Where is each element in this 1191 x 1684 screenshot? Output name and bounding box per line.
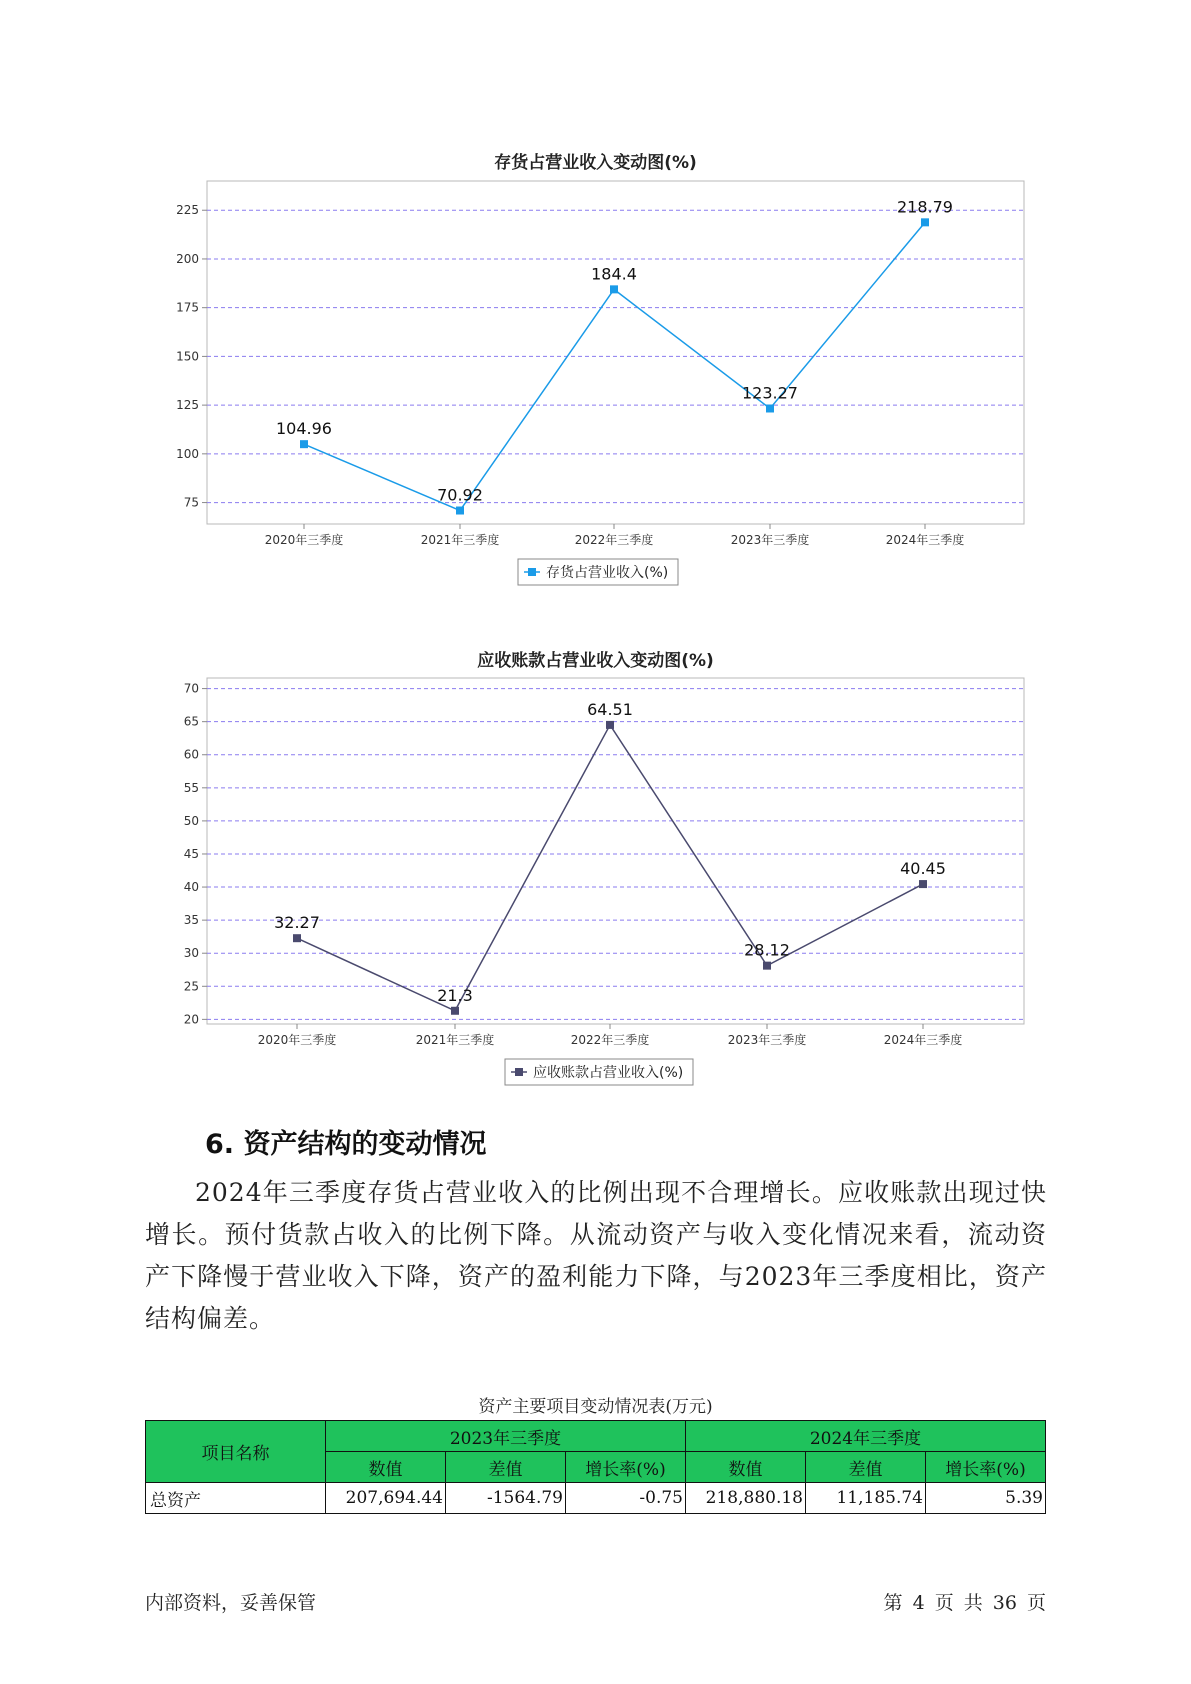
footer-page-number: 第 4 页 共 36 页 bbox=[883, 1592, 1046, 1614]
plot-area bbox=[207, 678, 1024, 1024]
legend-label: 应收账款占营业收入(%) bbox=[533, 1065, 684, 1081]
section-paragraph: 2024年三季度存货占营业收入的比例出现不合理增长。应收账款出现过快增长。预付货款占收入的比例下降。从流动资产与收入变化情况来看，流动资产下降慢于营业收入下降，资产的盈利能力下降，与2023年三季度相比，资产结构偏差。 bbox=[145, 1178, 1047, 1333]
y-tick-label: 40 bbox=[183, 880, 199, 895]
chart-title-receivables: 应收账款占营业收入变动图(%) bbox=[477, 651, 714, 671]
footer-confidential: 内部资料，妥善保管 bbox=[145, 1592, 317, 1614]
row-name: 总资产 bbox=[146, 1483, 326, 1514]
legend-label: 存货占营业收入(%) bbox=[546, 565, 669, 581]
header-rate: 增长率(%) bbox=[566, 1452, 686, 1483]
x-tick-label: 2022年三季度 bbox=[574, 533, 654, 547]
cell-value-2023: 207,694.44 bbox=[326, 1483, 446, 1514]
data-label: 21.3 bbox=[437, 985, 473, 1005]
cell-value-2024: 218,880.18 bbox=[686, 1483, 806, 1514]
data-point bbox=[451, 1007, 459, 1015]
legend-marker bbox=[515, 1068, 523, 1076]
cell-rate-2024: 5.39 bbox=[926, 1483, 1046, 1514]
y-tick-label: 35 bbox=[183, 913, 199, 928]
header-period-2024: 2024年三季度 bbox=[686, 1421, 1046, 1452]
x-tick-label: 2021年三季度 bbox=[415, 1033, 495, 1047]
y-tick-label: 225 bbox=[176, 203, 199, 218]
data-label: 104.96 bbox=[276, 419, 332, 439]
data-label: 64.51 bbox=[587, 699, 633, 719]
x-tick-label: 2020年三季度 bbox=[257, 1033, 337, 1047]
header-item-name: 项目名称 bbox=[146, 1421, 326, 1483]
y-tick-label: 100 bbox=[176, 446, 199, 461]
header-value: 数值 bbox=[686, 1452, 806, 1483]
cell-diff-2024: 11,185.74 bbox=[806, 1483, 926, 1514]
y-tick-label: 75 bbox=[183, 495, 199, 510]
y-tick-label: 175 bbox=[176, 300, 199, 315]
y-tick-label: 150 bbox=[176, 349, 199, 364]
table-caption: 资产主要项目变动情况表(万元) bbox=[478, 1397, 713, 1417]
table-header-row bbox=[146, 1421, 1046, 1452]
y-tick-label: 30 bbox=[183, 946, 199, 961]
data-point bbox=[919, 880, 927, 888]
asset-change-table bbox=[145, 1420, 1046, 1514]
cell-rate-2023: -0.75 bbox=[566, 1483, 686, 1514]
header-period-2023: 2023年三季度 bbox=[326, 1421, 686, 1452]
y-tick-label: 45 bbox=[183, 846, 199, 861]
y-tick-label: 70 bbox=[183, 681, 199, 696]
header-diff: 差值 bbox=[806, 1452, 926, 1483]
table-row bbox=[146, 1483, 1046, 1514]
cell-diff-2023: -1564.79 bbox=[446, 1483, 566, 1514]
data-point bbox=[606, 721, 614, 729]
x-tick-label: 2020年三季度 bbox=[264, 533, 344, 547]
data-point bbox=[293, 934, 301, 942]
chart-title-inventory: 存货占营业收入变动图(%) bbox=[494, 153, 697, 173]
x-tick-label: 2023年三季度 bbox=[730, 533, 810, 547]
y-tick-label: 60 bbox=[183, 747, 199, 762]
x-tick-label: 2024年三季度 bbox=[885, 533, 965, 547]
x-tick-label: 2021年三季度 bbox=[420, 533, 500, 547]
data-label: 70.92 bbox=[437, 485, 483, 505]
y-tick-label: 50 bbox=[183, 813, 199, 828]
header-diff: 差值 bbox=[446, 1452, 566, 1483]
y-tick-label: 55 bbox=[183, 780, 199, 795]
data-label: 32.27 bbox=[274, 913, 320, 933]
x-tick-label: 2024年三季度 bbox=[883, 1033, 963, 1047]
header-rate: 增长率(%) bbox=[926, 1452, 1046, 1483]
y-tick-label: 200 bbox=[176, 251, 199, 266]
section-heading: 6. 资产结构的变动情况 bbox=[205, 1129, 487, 1160]
y-tick-label: 65 bbox=[183, 714, 199, 729]
data-label: 218.79 bbox=[897, 197, 953, 217]
data-label: 40.45 bbox=[900, 859, 946, 879]
data-label: 28.12 bbox=[744, 940, 790, 960]
y-tick-label: 20 bbox=[183, 1012, 199, 1027]
x-tick-label: 2023年三季度 bbox=[727, 1033, 807, 1047]
x-tick-label: 2022年三季度 bbox=[570, 1033, 650, 1047]
header-value: 数值 bbox=[326, 1452, 446, 1483]
data-label: 184.4 bbox=[591, 264, 637, 284]
data-label: 123.27 bbox=[742, 383, 798, 403]
y-tick-label: 25 bbox=[183, 979, 199, 994]
y-tick-label: 125 bbox=[176, 398, 199, 413]
data-point bbox=[763, 962, 771, 970]
